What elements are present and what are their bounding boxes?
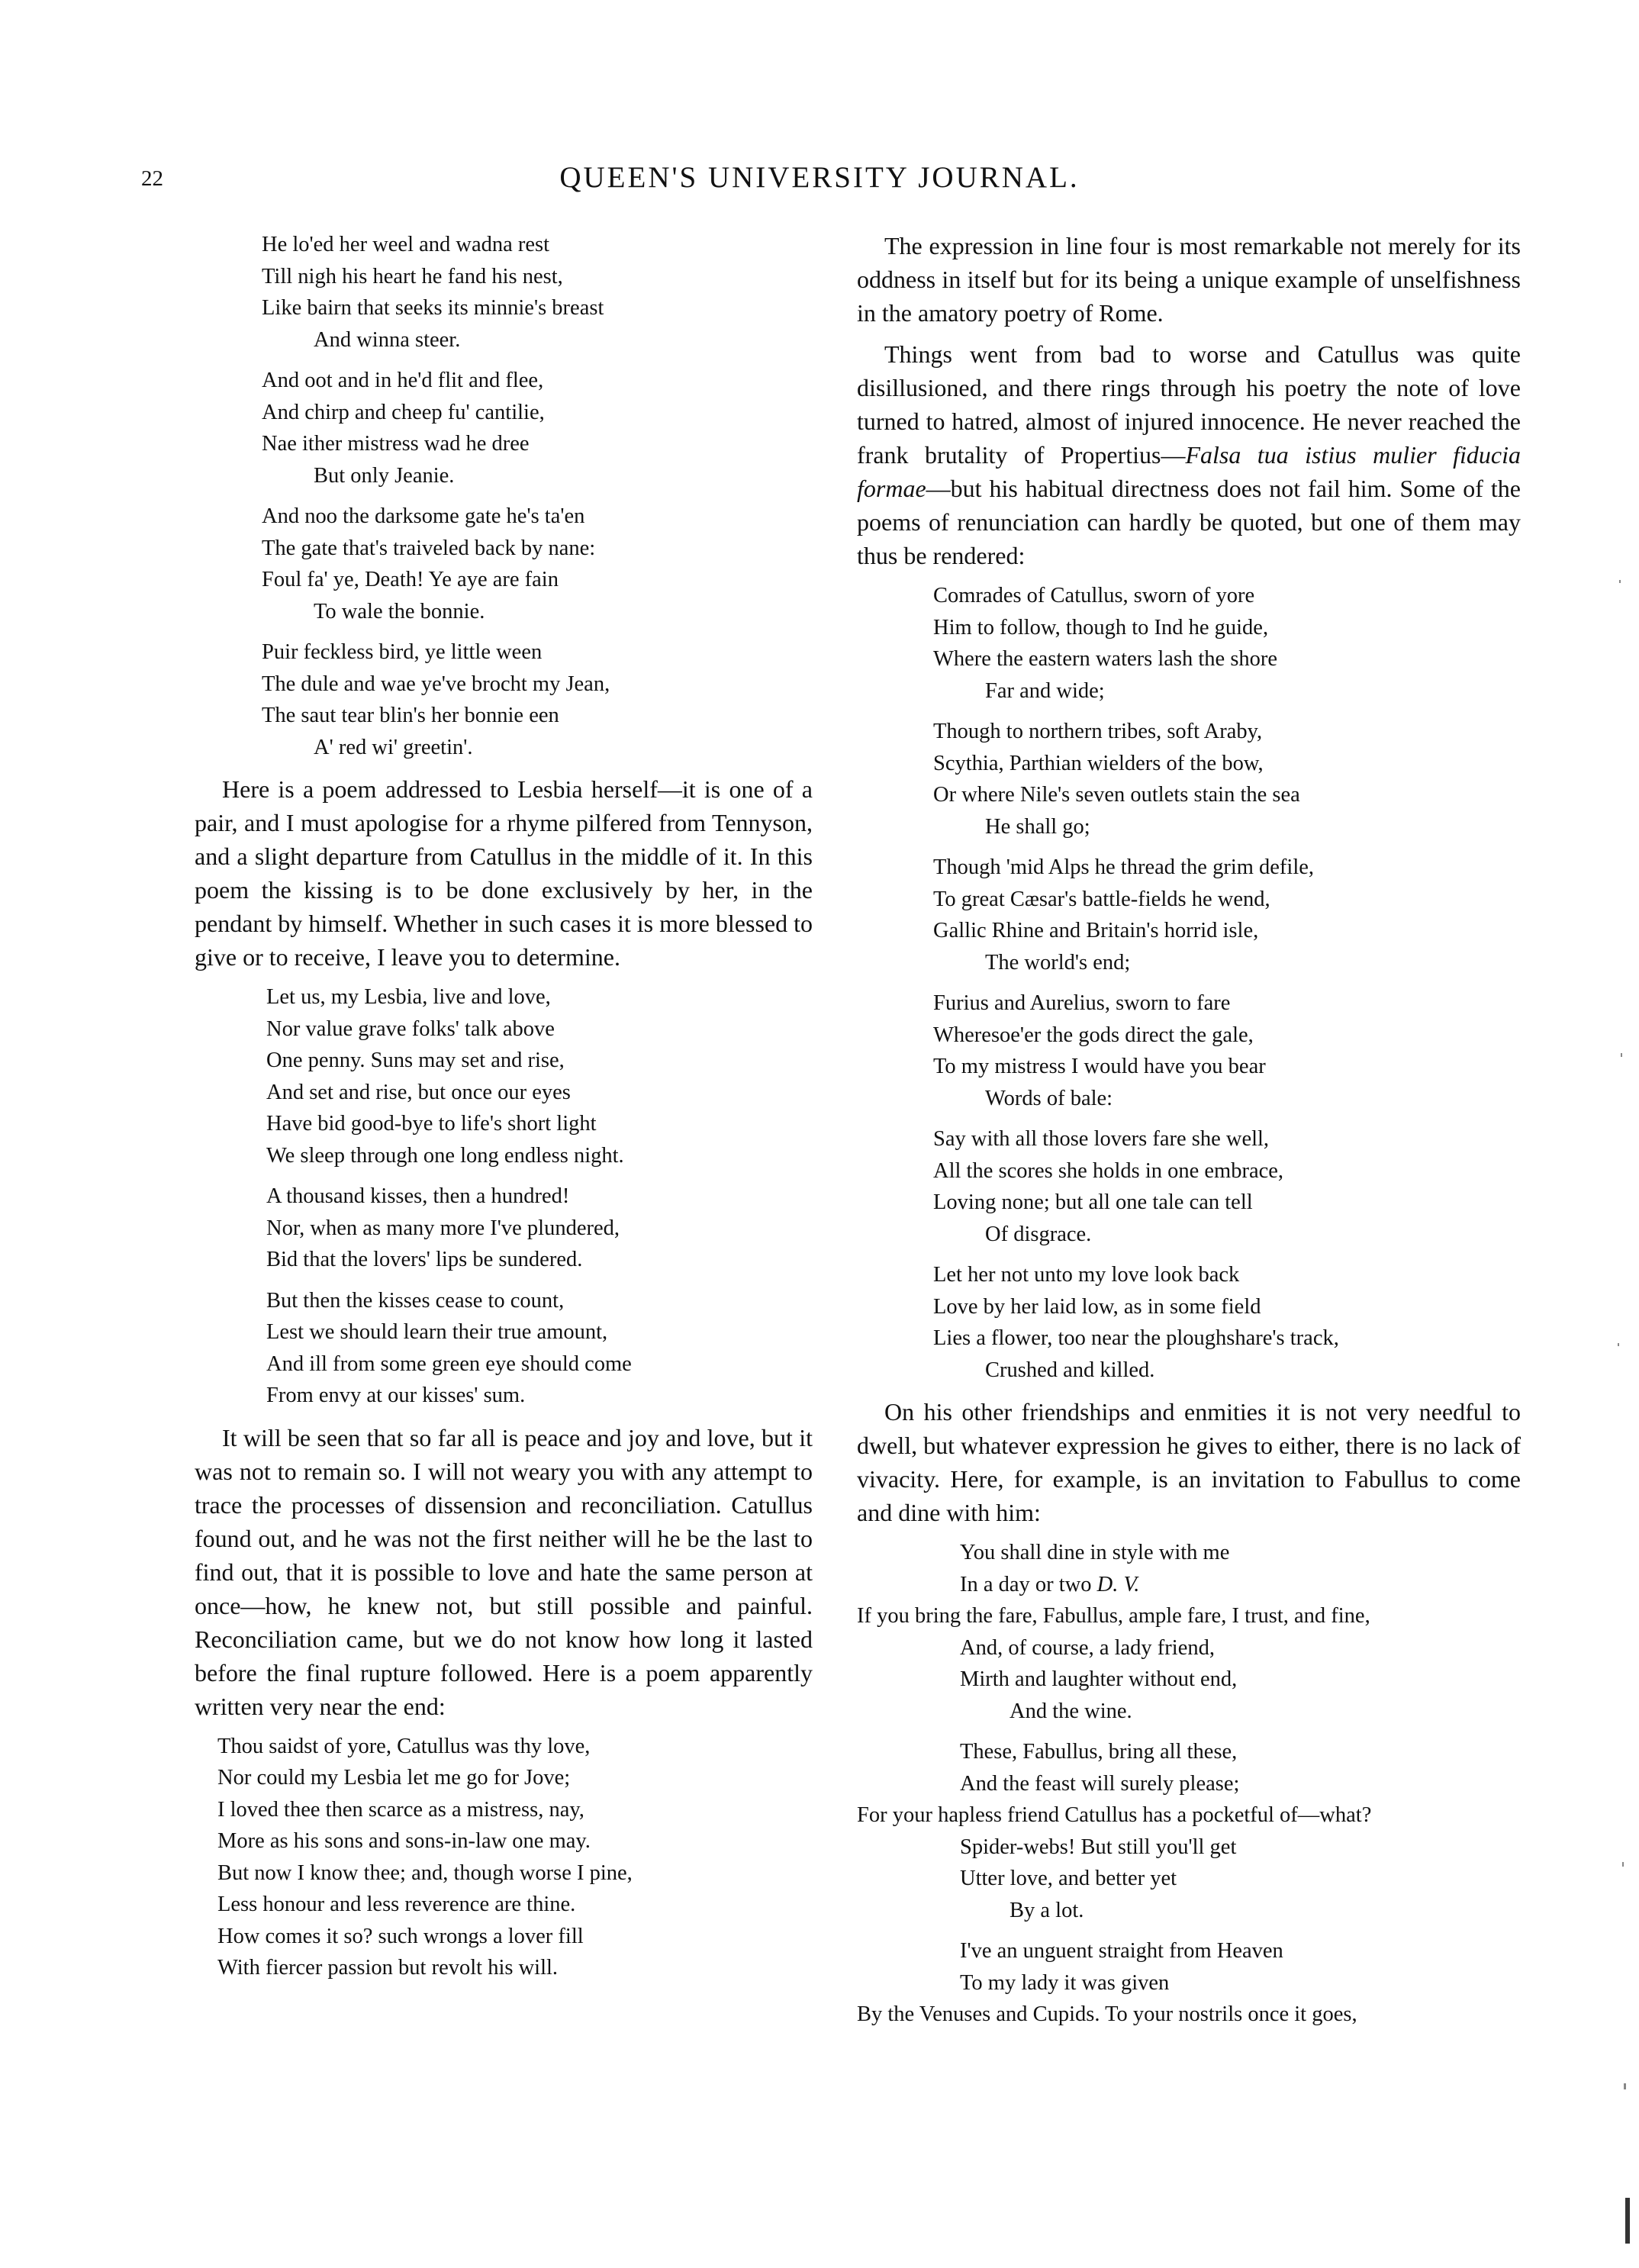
- poem-stanza: [262, 636, 813, 763]
- poem-line: Lest we should learn their true amount,: [266, 1320, 608, 1344]
- poem-line: By the Venuses and Cupids. To your nostrils once it goes,: [857, 2002, 1357, 2026]
- page-header: [0, 153, 1639, 198]
- poem-line: A thousand kisses, then a hundred!: [266, 1184, 570, 1208]
- poem-line: He shall go;: [985, 814, 1090, 839]
- poem-line: Let us, my Lesbia, live and love,: [266, 985, 551, 1009]
- poem-line: [857, 1569, 1521, 1601]
- poem-line: Nae ither mistress wad he dree: [262, 432, 530, 456]
- poem-line: Thou saidst of yore, Catullus was thy love,: [217, 1734, 591, 1758]
- poem-stanza: [933, 987, 1521, 1114]
- poem-stanza: [857, 1935, 1521, 2031]
- poem-line: We sleep through one long endless night.: [266, 1143, 624, 1168]
- poem-line: But now I know thee; and, though worse I pine,: [217, 1860, 633, 1885]
- poem-line: Spider-webs! But still you'll get: [960, 1835, 1237, 1859]
- poem-line: One penny. Suns may set and rise,: [266, 1049, 565, 1072]
- poem-line: Though to northern tribes, soft Araby,: [933, 720, 1263, 743]
- poem-stanza: [262, 501, 813, 627]
- poem-line: Puir feckless bird, ye little ween: [262, 640, 543, 664]
- poem-line: Utter love, and better yet: [960, 1867, 1177, 1890]
- poem-line: You shall dine in style with me: [960, 1541, 1230, 1564]
- poem-stanza: [857, 1736, 1521, 1926]
- poem-line: More as his sons and sons-in-law one may.: [217, 1829, 591, 1853]
- poem-line-abbreviation: D. V.: [1096, 1572, 1140, 1596]
- poem-stanza: [217, 1731, 813, 1984]
- poem-line: From envy at our kisses' sum.: [266, 1384, 526, 1407]
- poem-stanza: [266, 981, 813, 1171]
- poem-line: Like bairn that seeks its minnie's breast: [262, 296, 604, 320]
- poem-line: And set and rise, but once our eyes: [266, 1080, 571, 1104]
- poem-stanza: [857, 1537, 1521, 1727]
- poem-line: Though 'mid Alps he thread the grim defile,: [933, 855, 1315, 879]
- poem-line: To wale the bonnie.: [314, 599, 485, 623]
- poem-line: But only Jeanie.: [314, 463, 455, 488]
- poem-line: And, of course, a lady friend,: [960, 1635, 1215, 1660]
- poem-line: The world's end;: [985, 950, 1131, 975]
- body-paragraph: On his other friendships and enmities it is not very needful to dwell, but whatever expression he gives to either, there is no lack of vivacity. Here, for example, is an invitation to Fabullus to come and dine with him:: [857, 1398, 1521, 1526]
- poem-line: Furius and Aurelius, sworn to fare: [933, 991, 1231, 1015]
- poem-line: Say with all those lovers fare she well,: [933, 1127, 1270, 1151]
- poem-stanza: [933, 1259, 1521, 1386]
- poem-line: Him to follow, though to Ind he guide,: [933, 615, 1269, 639]
- poem-line: To my mistress I would have you bear: [933, 1055, 1266, 1078]
- poem-stanza: [933, 1123, 1521, 1250]
- poem-stanza: [933, 716, 1521, 842]
- poem-line: To great Cæsar's battle-fields he wend,: [933, 887, 1270, 911]
- poem-line: Far and wide;: [985, 678, 1105, 703]
- page-number: 22: [141, 166, 163, 191]
- poem-line: These, Fabullus, bring all these,: [960, 1740, 1238, 1764]
- poem-line: And winna steer.: [314, 327, 461, 352]
- body-paragraph: The expression in line four is most remarkable not merely for its oddness in itself but for its being a unique example of unselfishness in the amatory poetry of Rome.: [857, 232, 1521, 327]
- poem-stanza: [266, 1181, 813, 1276]
- poem-line: Nor, when as many more I've plundered,: [266, 1216, 620, 1240]
- poem-line: I loved thee then scarce as a mistress, nay,: [217, 1797, 584, 1822]
- poem-stanza: [262, 365, 813, 491]
- right-column: [857, 229, 1521, 2040]
- poem-line: Gallic Rhine and Britain's horrid isle,: [933, 919, 1259, 942]
- poem-line: Nor could my Lesbia let me go for Jove;: [217, 1766, 571, 1790]
- poem-line: Comrades of Catullus, sworn of yore: [933, 584, 1255, 607]
- poem-line: Lies a flower, too near the ploughshare's track,: [933, 1326, 1339, 1350]
- poem-line: Crushed and killed.: [985, 1358, 1155, 1382]
- poem-line: Have bid good-bye to life's short light: [266, 1112, 597, 1136]
- latin-quotation: Falsa tua istius mulier fiducia formae: [857, 441, 1521, 502]
- poem-line: And the wine.: [1009, 1699, 1132, 1723]
- poem-line: All the scores she holds in one embrace,: [933, 1158, 1284, 1183]
- poem-line: Nor value grave folks' talk above: [266, 1016, 555, 1041]
- poem-line: Scythia, Parthian wielders of the bow,: [933, 751, 1264, 775]
- poem-line: The gate that's traiveled back by nane:: [262, 536, 596, 560]
- poem-line: But then the kisses cease to count,: [266, 1288, 565, 1313]
- journal-title: QUEEN'S UNIVERSITY JOURNAL.: [559, 161, 1080, 194]
- poem-line: Words of bale:: [985, 1086, 1113, 1110]
- poem-line: Less honour and less reverence are thine.: [217, 1893, 576, 1916]
- poem-line: With fiercer passion but revolt his will.: [217, 1956, 559, 1980]
- poem-line: Where the eastern waters lash the shore: [933, 647, 1278, 671]
- poem-line: The saut tear blin's her bonnie een: [262, 704, 559, 727]
- poem-line: Mirth and laughter without end,: [960, 1667, 1238, 1691]
- poem-line: Bid that the lovers' lips be sundered.: [266, 1248, 583, 1271]
- poem-line: For your hapless friend Catullus has a pocketful of—what?: [857, 1803, 1372, 1827]
- poem-line: Foul fa' ye, Death! Ye aye are fain: [262, 568, 559, 591]
- poem-stanza: [933, 852, 1521, 978]
- scan-edge-speckle: [1608, 0, 1639, 2268]
- poem-line: By a lot.: [1009, 1898, 1084, 1922]
- poem-line: And ill from some green eye should come: [266, 1351, 632, 1376]
- body-paragraph: [857, 337, 1521, 572]
- paragraph-text: Things went from bad to worse and Catullus was quite disillusioned, and there rings through his poetry the note of love turned to hatred, almost of injured innocence. He never reached the frank brutality of Propertius—: [857, 340, 1521, 469]
- poem-line: And chirp and cheep fu' cantilie,: [262, 400, 545, 424]
- poem-line: And noo the darksome gate he's ta'en: [262, 504, 585, 528]
- body-paragraph: Here is a poem addressed to Lesbia herself—it is one of a pair, and I must apologise for a rhyme pilfered from Tennyson, and a slight departure from Catullus in the middle of it. In this poem the kissing is to be done exclusively by her, in the pendant by himself. Whether in such cases it is more blessed to give or to receive, I leave you to determine.: [195, 775, 813, 971]
- body-paragraph: It will be seen that so far all is peace and joy and love, but it was not to remain so. I will not weary you with any attempt to trace the processes of dissension and reconciliation. Catullus found out, and he was not the first neither will he be the last to find out, that it is possible to love and hate the same person at once—how, he knew not, but still possible and painful. Reconciliation came, but we do not know how long it lasted before the final rupture followed. Here is a poem apparently written very near the end:: [195, 1423, 813, 1720]
- poem-line: Wheresoe'er the gods direct the gale,: [933, 1023, 1254, 1047]
- poem-line: If you bring the fare, Fabullus, ample fare, I trust, and fine,: [857, 1604, 1370, 1628]
- poem-line-text: In a day or two: [960, 1572, 1097, 1596]
- poem-line: Loving none; but all one tale can tell: [933, 1190, 1253, 1214]
- left-column: [195, 229, 813, 1993]
- poem-line: And the feast will surely please;: [960, 1771, 1240, 1796]
- poem-line: The dule and wae ye've brocht my Jean,: [262, 672, 610, 696]
- poem-line: Or where Nile's seven outlets stain the sea: [933, 783, 1300, 807]
- poem-stanza: [262, 229, 813, 356]
- poem-line: Till nigh his heart he fand his nest,: [262, 264, 563, 288]
- poem-line: How comes it so? such wrongs a lover fill: [217, 1924, 584, 1948]
- poem-line: He lo'ed her weel and wadna rest: [262, 233, 550, 256]
- poem-line: To my lady it was given: [960, 1970, 1170, 1995]
- poem-stanza: [266, 1285, 813, 1412]
- poem-line: Love by her laid low, as in some field: [933, 1294, 1261, 1319]
- poem-line: Let her not unto my love look back: [933, 1263, 1240, 1287]
- poem-line: Of disgrace.: [985, 1222, 1092, 1246]
- poem-stanza: [933, 580, 1521, 707]
- poem-line: And oot and in he'd flit and flee,: [262, 369, 544, 392]
- poem-line: A' red wi' greetin'.: [314, 735, 473, 759]
- paragraph-text: —but his habitual directness does not fail him. Some of the poems of renunciation can hardly be quoted, but one of them may thus be rendered:: [857, 475, 1521, 569]
- poem-line: I've an unguent straight from Heaven: [960, 1939, 1283, 1963]
